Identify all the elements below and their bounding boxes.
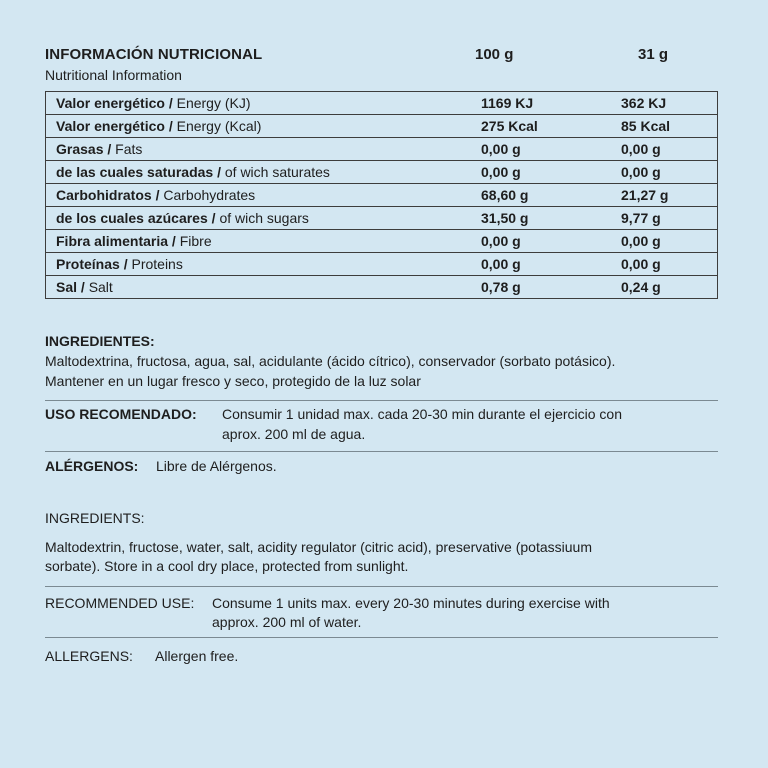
nutrient-name — [46, 92, 463, 115]
es-ingredients-label: INGREDIENTES: — [45, 333, 155, 349]
nutrition-table — [45, 91, 718, 299]
nutrition-row — [46, 276, 718, 299]
value-per-serving: 21,27 g — [621, 184, 718, 207]
es-allergens-value: Libre de Alérgenos. — [156, 458, 277, 474]
nutrient-name-es: Fibra alimentaria — [56, 233, 169, 249]
value-per-serving: 0,24 g — [621, 279, 661, 295]
name-separator: / — [207, 210, 220, 226]
nutrient-name-es: Carbohidratos — [56, 187, 152, 203]
nutrient-name-en: Proteins — [131, 256, 183, 272]
name-separator: / — [213, 164, 225, 180]
nutrient-name-es: Valor energético — [56, 95, 165, 111]
nutrient-name-en: Salt — [88, 279, 113, 295]
nutrient-name — [46, 161, 463, 184]
en-use-label: RECOMMENDED USE: — [45, 595, 195, 611]
nutrient-name-en: Fats — [115, 141, 143, 157]
nutrient-name — [46, 184, 463, 207]
value-per-100g: 31,50 g — [462, 207, 621, 230]
nutrient-name-en: Energy (Kcal) — [176, 118, 262, 134]
nutrient-name-es: Proteínas — [56, 256, 120, 272]
value-per-100g: 0,78 g — [481, 279, 521, 295]
nutrient-name-es: Grasas — [56, 141, 104, 157]
es-ingredients-line2: Mantener en un lugar fresco y seco, protegido de la luz solar — [45, 373, 421, 389]
value-per-100g: 68,60 g — [462, 184, 621, 207]
value-per-serving: 0,00 g — [621, 138, 718, 161]
value-per-serving: 9,77 g — [621, 207, 718, 230]
column-header-serving: 31 g — [638, 46, 669, 63]
en-allergens-label: ALLERGENS: — [45, 648, 133, 664]
value-per-100g: 0,00 g — [462, 230, 621, 253]
divider — [45, 451, 718, 452]
nutrient-name — [46, 138, 463, 161]
nutrient-name-es: Sal — [56, 279, 78, 295]
nutrient-name — [46, 276, 463, 299]
nutrient-name-en: of wich saturates — [224, 164, 330, 180]
value-per-100g: 0,00 g — [462, 161, 621, 184]
nutrient-name-es: de las cuales saturadas — [56, 164, 214, 180]
nutrient-name-en: Energy (KJ) — [176, 95, 251, 111]
value-per-100g: 275 Kcal — [462, 115, 621, 138]
nutrient-name — [46, 230, 463, 253]
column-header-100g: 100 g — [475, 46, 514, 63]
divider — [45, 586, 718, 587]
nutrient-name-en: of wich sugars — [219, 210, 309, 226]
nutrition-row — [46, 92, 718, 115]
nutrition-row — [46, 230, 718, 253]
en-use-line2: approx. 200 ml of water. — [212, 614, 362, 630]
value-per-serving: 85 Kcal — [621, 115, 718, 138]
nutrient-name-en: Fibre — [179, 233, 212, 249]
value-per-serving: 362 KJ — [621, 92, 718, 115]
value-per-100g: 0,00 g — [462, 138, 621, 161]
en-use-line1: Consume 1 units max. every 20-30 minutes during exercise with — [212, 595, 610, 611]
en-allergens-value: Allergen free. — [155, 648, 239, 664]
nutrient-name-es: de los cuales azúcares — [56, 210, 208, 226]
nutrient-name — [46, 207, 463, 230]
value-per-100g: 1169 KJ — [462, 92, 621, 115]
es-use-line1: Consumir 1 unidad max. cada 20-30 min durante el ejercicio con — [222, 406, 622, 422]
nutrient-name-en: Carbohydrates — [163, 187, 256, 203]
nutrient-name — [46, 253, 463, 276]
es-use-label: USO RECOMENDADO: — [45, 406, 197, 422]
nutrition-header-title: INFORMACIÓN NUTRICIONAL — [45, 46, 263, 63]
en-ingredients-label: INGREDIENTS: — [45, 510, 145, 526]
en-ingredients-line2: sorbate). Store in a cool dry place, protected from sunlight. — [45, 558, 409, 574]
nutrition-header-subtitle: Nutritional Information — [45, 67, 182, 83]
es-allergens-label: ALÉRGENOS: — [45, 458, 139, 474]
value-per-100g: 0,00 g — [462, 253, 621, 276]
nutrition-row — [46, 115, 718, 138]
es-ingredients-line1: Maltodextrina, fructosa, agua, sal, acidulante (ácido cítrico), conservador (sorbato potásico). — [45, 353, 616, 369]
en-ingredients-line1: Maltodextrin, fructose, water, salt, acidity regulator (citric acid), preservative (potassiuum — [45, 539, 592, 555]
name-separator: / — [77, 279, 89, 295]
name-separator: / — [103, 141, 116, 157]
value-per-serving: 0,00 g — [621, 253, 718, 276]
value-per-serving: 0,00 g — [621, 230, 718, 253]
nutrition-row — [46, 253, 718, 276]
divider — [45, 400, 718, 401]
nutrition-row — [46, 207, 718, 230]
divider — [45, 637, 718, 638]
name-separator: / — [119, 256, 132, 272]
value-per-serving: 0,00 g — [621, 161, 718, 184]
nutrient-name-es: Valor energético — [56, 118, 165, 134]
nutrition-row — [46, 161, 718, 184]
name-separator: / — [164, 118, 177, 134]
es-use-line2: aprox. 200 ml de agua. — [222, 426, 366, 442]
nutrition-row — [46, 184, 718, 207]
name-separator: / — [151, 187, 164, 203]
nutrition-row — [46, 138, 718, 161]
name-separator: / — [164, 95, 177, 111]
name-separator: / — [168, 233, 180, 249]
nutrient-name — [46, 115, 463, 138]
